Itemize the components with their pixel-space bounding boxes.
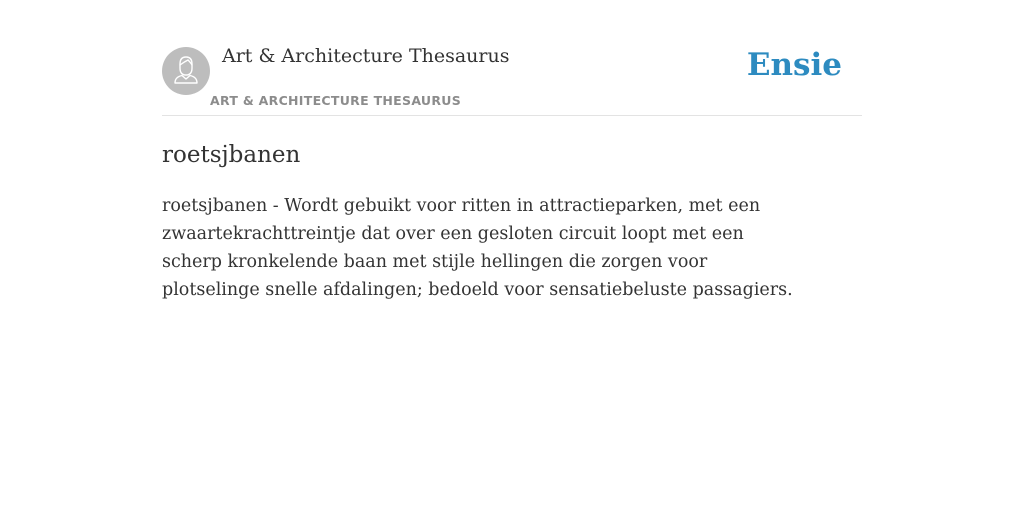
entry	[162, 140, 802, 304]
header	[162, 0, 862, 116]
author-name[interactable]: Art & Architecture Thesaurus	[222, 45, 510, 67]
avatar[interactable]	[162, 47, 210, 95]
entry-term: roetsjbanen	[162, 142, 301, 168]
author-subtitle: ART & ARCHITECTURE THESAURUS	[210, 93, 462, 108]
user-silhouette-icon	[162, 47, 210, 95]
entry-definition: roetsjbanen - Wordt gebuikt voor ritten in attractieparken, met een zwaartekrachttreintje dat over een gesloten circuit loopt met een scherp kronkelende baan met stijle hellingen die zorgen voor plotselinge snelle afdalingen; bedoeld voor sensatiebeluste passagiers.	[162, 196, 793, 300]
brand-logo[interactable]: Ensie	[746, 47, 842, 83]
